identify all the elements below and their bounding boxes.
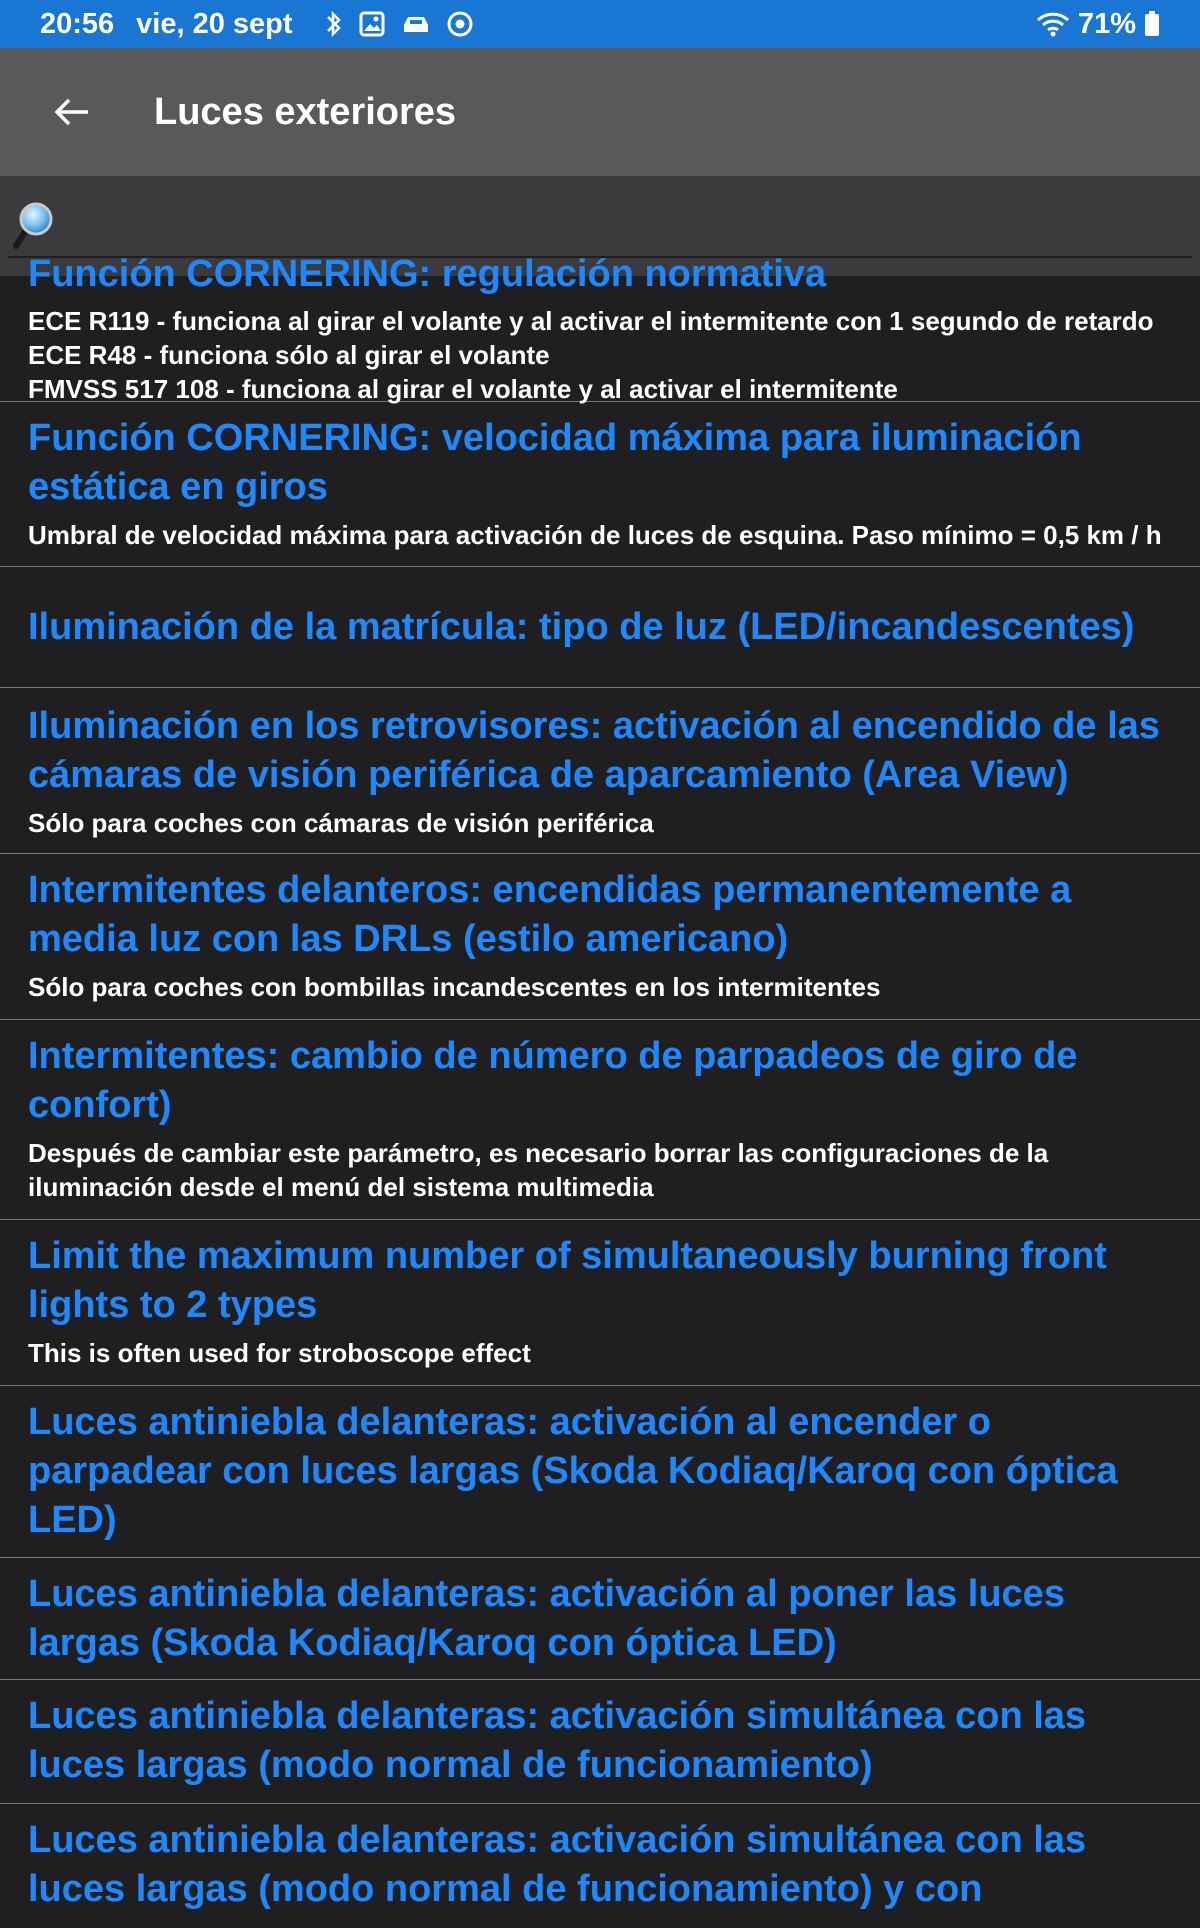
item-description: Sólo para coches con cámaras de visión periférica (28, 808, 654, 838)
back-button[interactable] (40, 80, 104, 144)
item-title: Intermitentes: cambio de número de parpadeos de giro de confort) (28, 1035, 1078, 1126)
image-icon (359, 11, 385, 37)
list-item[interactable] (0, 1220, 1200, 1386)
item-title: Luces antiniebla delanteras: activación simultánea con las luces largas (modo normal de funcionamiento) y con (28, 1819, 1087, 1910)
list-item[interactable] (0, 688, 1200, 854)
battery-percent: 71% (1077, 7, 1136, 40)
list-item[interactable] (0, 1020, 1200, 1220)
item-title: Luces antiniebla delanteras: activación al poner las luces largas (Skoda Kodiaq/Karoq con óptica LED) (28, 1573, 1065, 1664)
item-description: This is often used for stroboscope effect (28, 1338, 531, 1368)
item-title: Función CORNERING: regulación normativa (28, 253, 827, 295)
search-input[interactable] (8, 176, 1192, 258)
item-title: Iluminación de la matrícula: tipo de luz (LED/incandescentes) (28, 606, 1135, 648)
list-item[interactable] (0, 1558, 1200, 1680)
list-item[interactable] (0, 402, 1200, 567)
item-description: ECE R119 - funciona al girar el volante y al activar el intermitente con 1 segundo de retardo ECE R48 - funciona sólo al girar el volante FMVSS 517 108 - funciona al girar el volante y al activar el intermitente (28, 306, 1154, 404)
back-arrow-icon (54, 97, 90, 127)
bluetooth-icon (325, 10, 343, 38)
item-description: Umbral de velocidad máxima para activación de luces de esquina. Paso mínimo = 0,5 km / h (28, 520, 1162, 550)
item-title: Luces antiniebla delanteras: activación al encender o parpadear con luces largas (Skoda Kodiaq/Karoq con óptica LED) (28, 1401, 1118, 1541)
item-description: Sólo para coches con bombillas incandescentes en los intermitentes (28, 972, 881, 1002)
item-title: Limit the maximum number of simultaneously burning front lights to 2 types (28, 1235, 1107, 1326)
list-item[interactable] (0, 250, 1200, 402)
status-time: 20:56 (40, 7, 115, 40)
wifi-icon (1036, 11, 1070, 37)
list-item[interactable] (0, 567, 1200, 688)
item-title: Función CORNERING: velocidad máxima para iluminación estática en giros (28, 417, 1082, 508)
list-item[interactable] (0, 1386, 1200, 1558)
battery-icon (1144, 10, 1160, 38)
item-title: Iluminación en los retrovisores: activación al encendido de las cámaras de visión periférica de aparcamiento (Area View) (28, 705, 1160, 796)
page-title: Luces exteriores (154, 90, 457, 133)
list-item[interactable] (0, 1804, 1200, 1928)
list-item[interactable] (0, 1680, 1200, 1804)
settings-list (0, 253, 1200, 1920)
app-bar (0, 48, 1200, 176)
list-item[interactable] (0, 854, 1200, 1020)
status-date: vie, 20 sept (136, 7, 293, 40)
item-title: Intermitentes delanteros: encendidas permanentemente a media luz con las DRLs (estilo americano) (28, 869, 1072, 960)
chrome-icon (447, 11, 473, 37)
item-description: Después de cambiar este parámetro, es necesario borrar las configuraciones de la iluminación desde el menú del sistema multimedia (28, 1138, 1049, 1202)
item-title: Luces antiniebla delanteras: activación simultánea con las luces largas (modo normal de funcionamiento) (28, 1695, 1087, 1786)
status-bar (0, 0, 1200, 48)
car-icon (401, 13, 431, 35)
